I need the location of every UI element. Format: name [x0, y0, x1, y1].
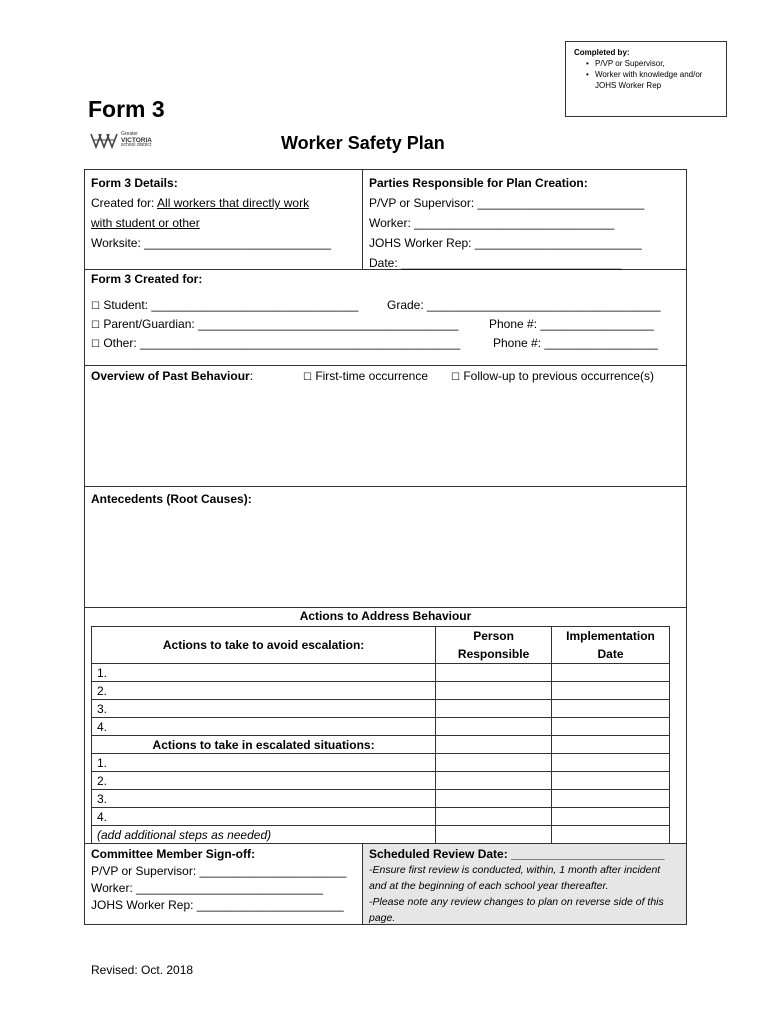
review-date-field[interactable]: Scheduled Review Date: _______________________ [369, 847, 665, 861]
col-person-header: Person Responsible [436, 627, 552, 664]
col-date-header: Implementation Date [552, 627, 670, 664]
created-for-line: Created for: All workers that directly work [91, 196, 310, 210]
pvp-field[interactable]: P/VP or Supervisor: _________________________ [369, 196, 645, 210]
signoff-heading: Committee Member Sign-off: [91, 847, 256, 861]
escalated-heading-row [92, 736, 670, 754]
parties-responsible [363, 170, 686, 269]
checkbox-icon[interactable]: ☐ [91, 339, 100, 350]
completed-by-title: Completed by: [574, 48, 630, 57]
antecedents-section[interactable] [85, 487, 686, 608]
student-field[interactable]: ☐ Student: _______________________________ [91, 298, 359, 312]
phone-field[interactable]: Phone #: _________________ [493, 336, 658, 350]
table-header-row [92, 627, 670, 664]
table-row[interactable]: 2. [92, 772, 670, 790]
logo-text: Greater VICTORIA school district [121, 131, 152, 148]
parent-field[interactable]: ☐ Parent/Guardian: _______________________________________ [91, 317, 459, 331]
grade-field[interactable]: Grade: ___________________________________ [387, 298, 661, 312]
form-title: Form 3 [88, 96, 165, 122]
checkbox-icon[interactable]: ☐ [451, 372, 460, 383]
parties-heading: Parties Responsible for Plan Creation: [369, 176, 588, 190]
overview-section[interactable]: Overview of Past Behaviour: ☐ First-time occurrence ☐ Follow-up to previous occurrence(s) [85, 366, 686, 487]
checkbox-icon[interactable]: ☐ [91, 320, 100, 331]
signoff-worker-field[interactable]: Worker: ____________________________ [91, 881, 323, 895]
table-row[interactable]: 2. [92, 682, 670, 700]
plan-title: Worker Safety Plan [281, 133, 445, 153]
completed-by-box [565, 41, 727, 117]
antecedents-heading: Antecedents (Root Causes): [91, 492, 252, 506]
worker-field[interactable]: Worker: ______________________________ [369, 216, 615, 230]
johs-rep-field[interactable]: JOHS Worker Rep: _________________________ [369, 236, 642, 250]
logo-mark-icon [90, 132, 118, 149]
table-row[interactable]: 3. [92, 700, 670, 718]
signoff-section [85, 844, 686, 924]
col-avoid-header: Actions to take to avoid escalation: [92, 627, 436, 664]
form-frame [84, 169, 687, 925]
other-field[interactable]: ☐ Other: ________________________________________________ [91, 336, 461, 350]
follow-up-option[interactable]: ☐ Follow-up to previous occurrence(s) [451, 369, 655, 383]
created-for-value[interactable]: All workers that directly work [157, 196, 310, 210]
form-details [85, 170, 363, 269]
checkbox-icon[interactable]: ☐ [91, 301, 100, 312]
created-for-section [85, 270, 686, 366]
created-for-value-cont[interactable]: with student or other [91, 216, 200, 230]
escalated-heading: Actions to take in escalated situations: [92, 736, 436, 754]
worksite-field[interactable]: Worksite: ____________________________ [91, 236, 331, 250]
signoff-pvp-field[interactable]: P/VP or Supervisor: ______________________ [91, 864, 347, 878]
table-row[interactable]: 1. [92, 754, 670, 772]
revised-date: Revised: Oct. 2018 [91, 963, 194, 977]
actions-table [91, 626, 670, 844]
table-footer-row [92, 826, 670, 844]
completed-by-item: • P/VP or Supervisor, [586, 58, 720, 69]
table-row[interactable]: 4. [92, 808, 670, 826]
review-note: -Ensure first review is conducted, within, 1 month after incident and at the beginning of each school year thereafter. [369, 864, 661, 892]
first-time-option[interactable]: ☐ First-time occurrence [303, 369, 428, 383]
table-row[interactable]: 1. [92, 664, 670, 682]
completed-by-list [572, 58, 720, 91]
add-steps-note: (add additional steps as needed) [92, 826, 436, 844]
table-row[interactable]: 3. [92, 790, 670, 808]
actions-section [85, 608, 686, 844]
completed-by-item: • Worker with knowledge and/or JOHS Worker Rep [586, 69, 720, 91]
signoff-johs-field[interactable]: JOHS Worker Rep: ______________________ [91, 898, 344, 912]
details-section [85, 170, 686, 270]
overview-heading: Overview of Past Behaviour [91, 369, 250, 383]
review-note: -Please note any review changes to plan on reverse side of this page. [369, 896, 664, 924]
checkbox-icon[interactable]: ☐ [303, 372, 312, 383]
actions-title: Actions to Address Behaviour [299, 609, 472, 623]
committee-signoff [85, 844, 363, 924]
created-for-heading: Form 3 Created for: [91, 272, 203, 286]
logo [90, 131, 160, 149]
date-field[interactable]: Date: _________________________________ [369, 256, 622, 270]
phone-field[interactable]: Phone #: _________________ [489, 317, 654, 331]
scheduled-review [363, 844, 686, 924]
table-row[interactable]: 4. [92, 718, 670, 736]
details-heading: Form 3 Details: [91, 176, 178, 190]
